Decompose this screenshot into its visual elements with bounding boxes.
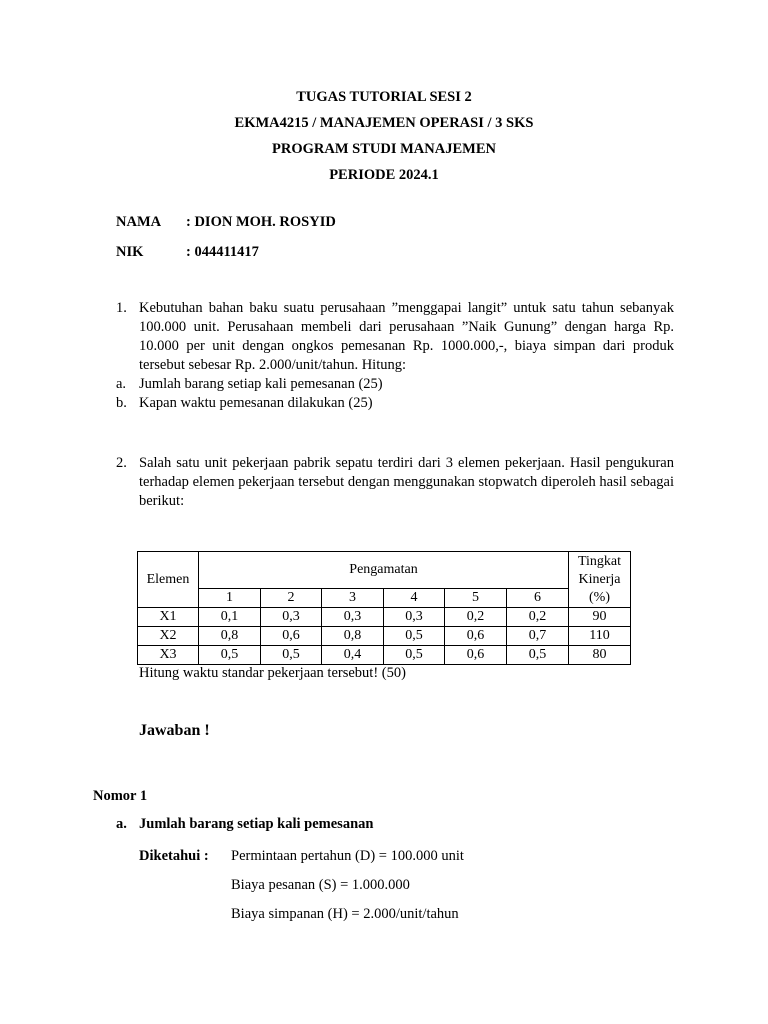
subsection-letter: a. [116, 816, 127, 832]
obs-number: 4 [384, 589, 445, 608]
name-label: NAMA [116, 214, 162, 230]
question-1 [116, 299, 674, 413]
table-instruction: Hitung waktu standar pekerjaan tersebut! (50) [139, 665, 406, 681]
value-cell: 0,6 [261, 627, 322, 646]
elemen-cell: X3 [138, 646, 199, 665]
answer-heading: Jawaban ! [139, 722, 210, 739]
value-cell: 0,5 [384, 627, 445, 646]
value-cell: 0,1 [199, 608, 261, 627]
value-cell: 0,6 [445, 646, 507, 665]
subsection-title: Jumlah barang setiap kali pemesanan [139, 816, 374, 832]
value-cell: 0,5 [199, 646, 261, 665]
kinerja-line-1: Tingkat [577, 553, 622, 569]
question-2 [116, 454, 674, 511]
question-1-item-b [116, 394, 674, 413]
question-1-item-a [116, 375, 674, 394]
item-letter: a. [116, 376, 127, 392]
item-text: Jumlah barang setiap kali pemesanan (25) [139, 376, 383, 392]
value-cell: 0,8 [199, 627, 261, 646]
value-cell: 0,2 [507, 608, 569, 627]
known-row [139, 904, 464, 933]
value-cell: 0,3 [261, 608, 322, 627]
obs-number: 5 [445, 589, 507, 608]
kinerja-cell: 110 [569, 627, 631, 646]
value-cell: 0,5 [507, 646, 569, 665]
table-row [138, 627, 631, 646]
kinerja-cell: 90 [569, 608, 631, 627]
table-row [138, 646, 631, 665]
answer-subsection [116, 816, 373, 833]
nik-row [116, 242, 336, 272]
header-kinerja [569, 552, 631, 608]
value-cell: 0,3 [322, 608, 384, 627]
question-2-text: Salah satu unit pekerjaan pabrik sepatu terdiri dari 3 elemen pekerjaan. Hasil pengukuran terhadap elemen pekerjaan tersebut dengan menggunakan stopwatch diperoleh hasil sebagai berikut: [139, 455, 674, 509]
known-row [139, 875, 464, 904]
nik-label: NIK [116, 244, 144, 260]
observation-number-row [138, 589, 631, 608]
question-2-number: 2. [116, 455, 127, 471]
value-cell: 0,5 [384, 646, 445, 665]
value-cell: 0,2 [445, 608, 507, 627]
item-letter: b. [116, 395, 127, 411]
known-item: Biaya pesanan (S) = 1.000.000 [231, 877, 410, 893]
value-cell: 0,6 [445, 627, 507, 646]
item-text: Kapan waktu pemesanan dilakukan (25) [139, 395, 373, 411]
known-item: Permintaan pertahun (D) = 100.000 unit [231, 848, 464, 864]
student-identity [116, 212, 336, 272]
known-item: Biaya simpanan (H) = 2.000/unit/tahun [231, 906, 459, 922]
period-line: PERIODE 2024.1 [329, 167, 439, 183]
question-1-text: Kebutuhan bahan baku suatu perusahaan ”menggapai langit” untuk satu tahun sebanyak 100.000 unit. Perusahaan membeli dari perusahaan ”Naik Gunung” dengan harga Rp. 10.000 per unit dengan ongkos pemesanan Rp. 1000.000,-, biaya simpan dari produk tersebut sebesar Rp. 2.000/unit/tahun. Hitung: [139, 300, 674, 373]
table-row [138, 608, 631, 627]
name-row [116, 212, 336, 242]
elemen-cell: X2 [138, 627, 199, 646]
program-line: PROGRAM STUDI MANAJEMEN [272, 141, 496, 157]
value-cell: 0,5 [261, 646, 322, 665]
value-cell: 0,4 [322, 646, 384, 665]
question-1-number: 1. [116, 300, 127, 316]
header-elemen: Elemen [138, 552, 199, 608]
kinerja-cell: 80 [569, 646, 631, 665]
known-row [139, 846, 464, 875]
obs-number: 1 [199, 589, 261, 608]
obs-number: 6 [507, 589, 569, 608]
document-title [0, 87, 768, 191]
nik-value: : 044411417 [186, 244, 259, 260]
obs-number: 2 [261, 589, 322, 608]
obs-number: 3 [322, 589, 384, 608]
value-cell: 0,8 [322, 627, 384, 646]
name-value: : DION MOH. ROSYID [186, 214, 336, 230]
value-cell: 0,3 [384, 608, 445, 627]
course-line: EKMA4215 / MANAJEMEN OPERASI / 3 SKS [234, 115, 534, 131]
known-values [139, 846, 464, 933]
value-cell: 0,7 [507, 627, 569, 646]
title-line: TUGAS TUTORIAL SESI 2 [296, 89, 472, 105]
kinerja-line-3: (%) [589, 589, 610, 605]
elemen-cell: X1 [138, 608, 199, 627]
known-label: Diketahui : [139, 848, 209, 864]
header-pengamatan: Pengamatan [199, 552, 569, 589]
kinerja-line-2: Kinerja [578, 571, 621, 587]
answer-section-title: Nomor 1 [93, 788, 148, 804]
observation-table [137, 551, 631, 665]
